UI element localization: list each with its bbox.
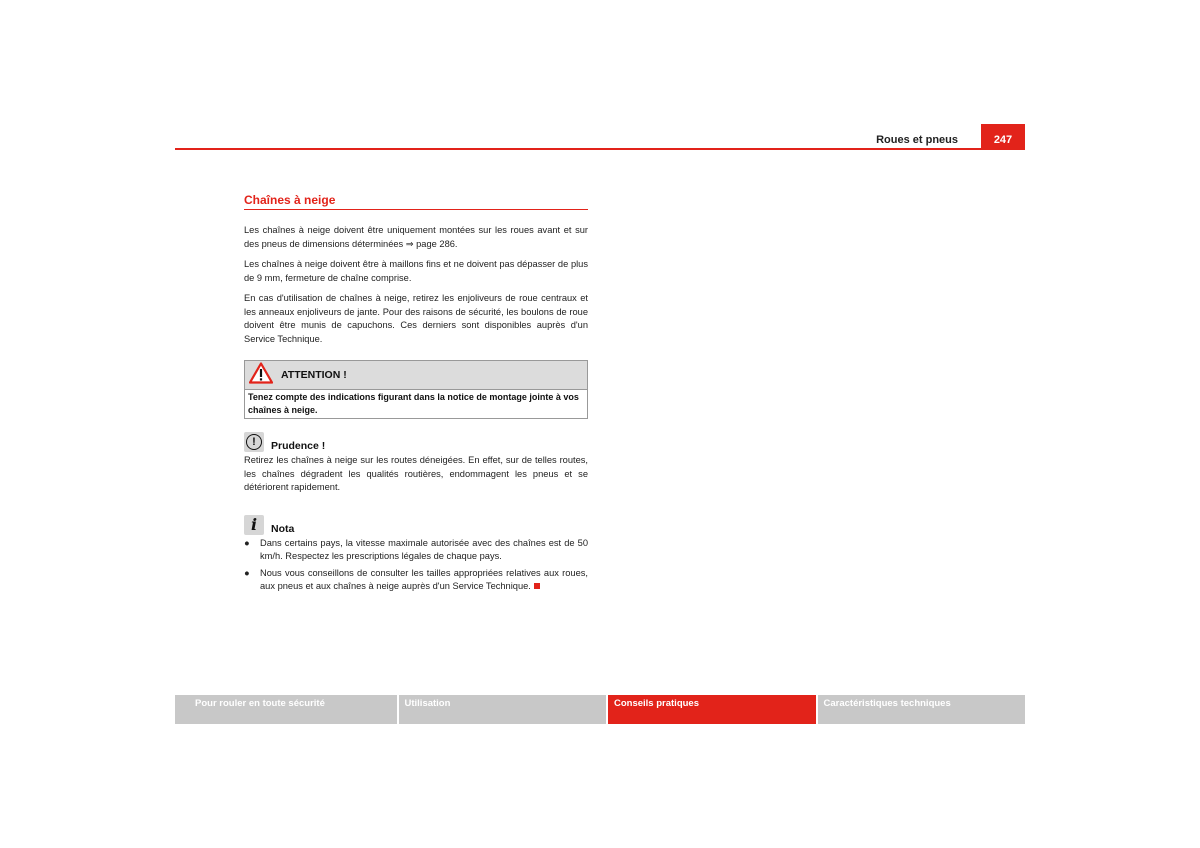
paragraph: Les chaînes à neige doivent être uniquement montées sur les roues avant et sur des pneus de dimensions déterminées ⇒ page 286. [244,225,588,249]
info-icon: i [244,515,264,535]
note-label: Nota [271,522,295,535]
section-title: Chaînes à neige [244,193,588,210]
bullet-icon: ● [244,537,250,548]
bullet-icon: ● [244,567,250,578]
note-heading [244,515,588,535]
tab-securite[interactable]: Pour rouler en toute sécurité [175,695,397,724]
tab-caracteristiques[interactable]: Caractéristiques techniques [818,695,1026,724]
paragraph: En cas d'utilisation de chaînes à neige, retirez les enjoliveurs de roue centraux et les anneaux enjoliveurs de jante. Pour des raisons de sécurité, les boulons de roue doivent être munis de capuchons. Ces derniers sont disponibles auprès d'un Service Technique. [244,293,588,344]
warning-box [244,360,588,419]
header-divider [175,148,1025,150]
chapter-title: Roues et pneus [876,134,958,146]
caution-label: Prudence ! [271,440,326,452]
warning-text: Tenez compte des indications figurant dans la notice de montage jointe à vos chaînes à neige. [248,392,579,415]
main-content [244,193,588,594]
list-item [244,567,588,594]
caution-text: Retirez les chaînes à neige sur les routes déneigées. En effet, sur de telles routes, les chaînes dégradent les qualités routières, endommagent les pneus et se détériorent rapidement. [244,455,588,492]
paragraph: Les chaînes à neige doivent être à maillons fins et ne doivent pas dépasser de plus de 9 mm, fermeture de chaîne comprise. [244,259,588,283]
caution-exclamation-icon: ! [244,432,264,452]
tab-conseils-pratiques[interactable]: Conseils pratiques [608,695,816,724]
warning-triangle-icon [249,362,273,389]
section-end-icon [534,583,540,589]
list-item [244,537,588,564]
footer-nav [175,695,1025,724]
note-bullet-text: Nous vous conseillons de consulter les tailles appropriées relatives aux roues, aux pneus et aux chaînes à neige auprès d'un Service Technique. [260,567,588,591]
page-number: 247 [981,124,1025,148]
tab-utilisation[interactable]: Utilisation [399,695,607,724]
caution-heading [244,432,588,452]
warning-label: ATTENTION ! [281,369,347,381]
warning-header [245,361,587,390]
note-bullet-text: Dans certains pays, la vitesse maximale autorisée avec des chaînes est de 50 km/h. Respectez les prescriptions légales de chaque pays. [260,537,588,561]
